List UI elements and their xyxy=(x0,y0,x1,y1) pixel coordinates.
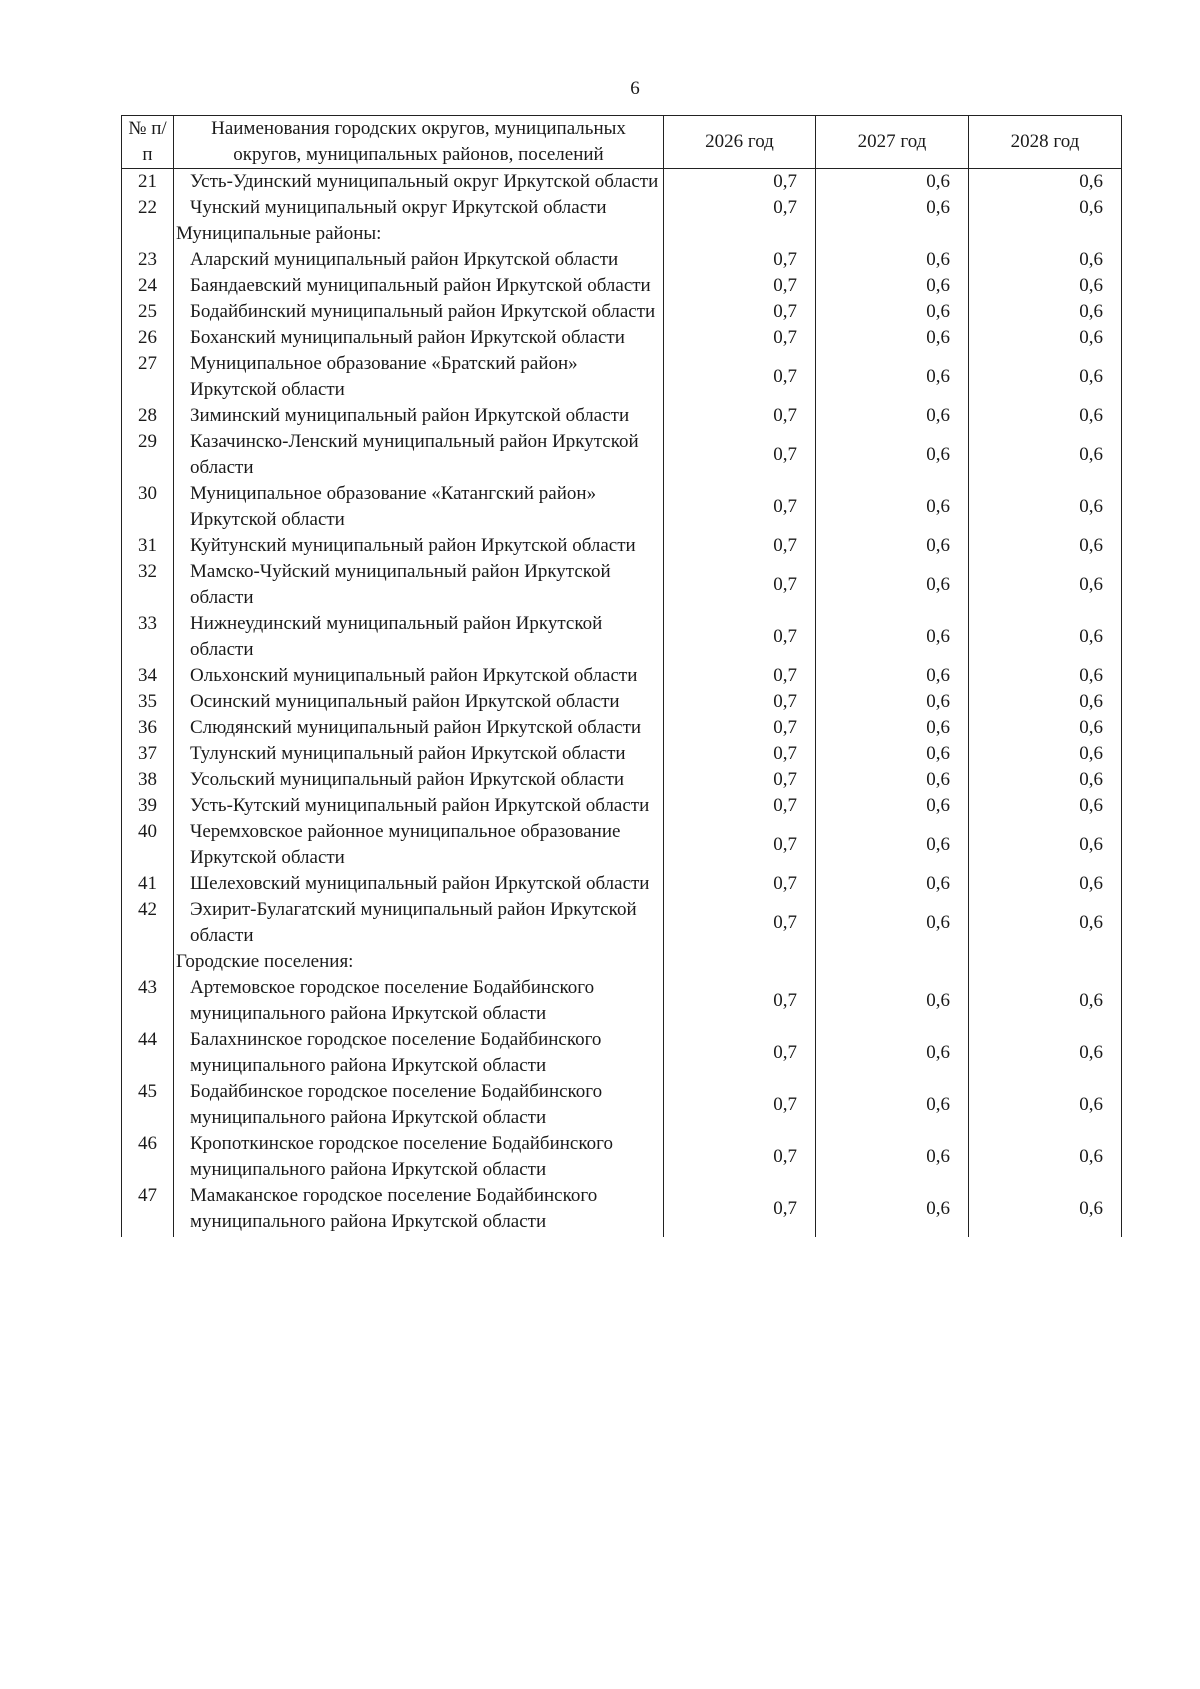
value-2028: 0,6 xyxy=(969,1183,1122,1237)
table-container xyxy=(121,115,1121,1237)
value-2028 xyxy=(969,949,1122,975)
section-row xyxy=(122,949,1122,975)
value-2026: 0,7 xyxy=(664,247,816,273)
row-number: 47 xyxy=(122,1183,174,1237)
value-2026: 0,7 xyxy=(664,819,816,871)
row-number: 37 xyxy=(122,741,174,767)
table-row xyxy=(122,403,1122,429)
table-row xyxy=(122,689,1122,715)
value-2028: 0,6 xyxy=(969,741,1122,767)
row-name: Чунский муниципальный округ Иркутской области xyxy=(174,195,664,221)
row-name: Осинский муниципальный район Иркутской области xyxy=(174,689,664,715)
value-2027: 0,6 xyxy=(816,273,969,299)
row-name: Тулунский муниципальный район Иркутской области xyxy=(174,741,664,767)
table-row xyxy=(122,299,1122,325)
value-2028: 0,6 xyxy=(969,247,1122,273)
value-2028: 0,6 xyxy=(969,715,1122,741)
value-2027: 0,6 xyxy=(816,975,969,1027)
row-name: Усть-Кутский муниципальный район Иркутской области xyxy=(174,793,664,819)
value-2027: 0,6 xyxy=(816,1079,969,1131)
table-row xyxy=(122,1027,1122,1079)
row-name: Баяндаевский муниципальный район Иркутской области xyxy=(174,273,664,299)
value-2026: 0,7 xyxy=(664,1183,816,1237)
table-row xyxy=(122,559,1122,611)
value-2028: 0,6 xyxy=(969,975,1122,1027)
value-2027: 0,6 xyxy=(816,1027,969,1079)
value-2028: 0,6 xyxy=(969,481,1122,533)
row-name: Слюдянский муниципальный район Иркутской области xyxy=(174,715,664,741)
value-2027: 0,6 xyxy=(816,793,969,819)
value-2026: 0,7 xyxy=(664,533,816,559)
row-number: 25 xyxy=(122,299,174,325)
value-2026: 0,7 xyxy=(664,897,816,949)
row-number: 34 xyxy=(122,663,174,689)
row-number: 38 xyxy=(122,767,174,793)
table-row xyxy=(122,481,1122,533)
table-row xyxy=(122,195,1122,221)
table-row xyxy=(122,663,1122,689)
row-number: 33 xyxy=(122,611,174,663)
row-name: Кропоткинское городское поселение Бодайбинского муниципального района Иркутской области xyxy=(174,1131,664,1183)
value-2028: 0,6 xyxy=(969,1027,1122,1079)
row-number: 24 xyxy=(122,273,174,299)
table-row xyxy=(122,741,1122,767)
value-2028: 0,6 xyxy=(969,403,1122,429)
table-row xyxy=(122,975,1122,1027)
value-2027: 0,6 xyxy=(816,195,969,221)
value-2027: 0,6 xyxy=(816,533,969,559)
value-2026: 0,7 xyxy=(664,299,816,325)
data-table xyxy=(121,115,1122,1237)
value-2026: 0,7 xyxy=(664,325,816,351)
header-name: Наименования городских округов, муниципальных округов, муниципальных районов, поселений xyxy=(174,116,664,169)
value-2026: 0,7 xyxy=(664,871,816,897)
value-2028: 0,6 xyxy=(969,351,1122,403)
value-2028: 0,6 xyxy=(969,611,1122,663)
table-body xyxy=(122,169,1122,1238)
table-row xyxy=(122,767,1122,793)
table-row xyxy=(122,1183,1122,1237)
value-2027: 0,6 xyxy=(816,559,969,611)
row-number: 45 xyxy=(122,1079,174,1131)
table-row xyxy=(122,715,1122,741)
value-2028: 0,6 xyxy=(969,1079,1122,1131)
value-2026: 0,7 xyxy=(664,1131,816,1183)
row-name: Аларский муниципальный район Иркутской области xyxy=(174,247,664,273)
row-name: Бодайбинский муниципальный район Иркутской области xyxy=(174,299,664,325)
table-row xyxy=(122,351,1122,403)
value-2028: 0,6 xyxy=(969,273,1122,299)
row-number: 23 xyxy=(122,247,174,273)
value-2027: 0,6 xyxy=(816,741,969,767)
table-row xyxy=(122,871,1122,897)
value-2028: 0,6 xyxy=(969,195,1122,221)
value-2027: 0,6 xyxy=(816,715,969,741)
value-2027 xyxy=(816,221,969,247)
value-2026: 0,7 xyxy=(664,195,816,221)
value-2028: 0,6 xyxy=(969,663,1122,689)
header-2027: 2027 год xyxy=(816,116,969,169)
value-2026: 0,7 xyxy=(664,767,816,793)
value-2026: 0,7 xyxy=(664,559,816,611)
value-2028: 0,6 xyxy=(969,871,1122,897)
value-2026: 0,7 xyxy=(664,403,816,429)
row-name: Черемховское районное муниципальное образование Иркутской области xyxy=(174,819,664,871)
table-row xyxy=(122,429,1122,481)
row-number: 43 xyxy=(122,975,174,1027)
header-num: № п/п xyxy=(122,116,174,169)
value-2027: 0,6 xyxy=(816,611,969,663)
table-row xyxy=(122,247,1122,273)
value-2026: 0,7 xyxy=(664,689,816,715)
table-row xyxy=(122,1131,1122,1183)
value-2028: 0,6 xyxy=(969,767,1122,793)
value-2027: 0,6 xyxy=(816,325,969,351)
row-number: 29 xyxy=(122,429,174,481)
value-2026: 0,7 xyxy=(664,663,816,689)
value-2026: 0,7 xyxy=(664,611,816,663)
table-row xyxy=(122,793,1122,819)
value-2028: 0,6 xyxy=(969,325,1122,351)
table-row xyxy=(122,169,1122,196)
row-name: Усольский муниципальный район Иркутской области xyxy=(174,767,664,793)
table-row xyxy=(122,819,1122,871)
table-row xyxy=(122,273,1122,299)
value-2028: 0,6 xyxy=(969,793,1122,819)
row-number: 31 xyxy=(122,533,174,559)
table-row xyxy=(122,533,1122,559)
row-name: Балахнинское городское поселение Бодайбинского муниципального района Иркутской области xyxy=(174,1027,664,1079)
row-name: Муниципальные районы: xyxy=(174,221,664,247)
value-2027: 0,6 xyxy=(816,871,969,897)
value-2027: 0,6 xyxy=(816,689,969,715)
value-2027: 0,6 xyxy=(816,767,969,793)
row-number xyxy=(122,221,174,247)
row-number: 39 xyxy=(122,793,174,819)
section-row xyxy=(122,221,1122,247)
row-number: 42 xyxy=(122,897,174,949)
row-number: 41 xyxy=(122,871,174,897)
table-row xyxy=(122,611,1122,663)
value-2028: 0,6 xyxy=(969,169,1122,196)
row-number: 30 xyxy=(122,481,174,533)
value-2026: 0,7 xyxy=(664,481,816,533)
row-number: 46 xyxy=(122,1131,174,1183)
row-number: 27 xyxy=(122,351,174,403)
row-number: 28 xyxy=(122,403,174,429)
row-number: 44 xyxy=(122,1027,174,1079)
table-header-row xyxy=(122,116,1122,169)
row-number: 40 xyxy=(122,819,174,871)
table-row xyxy=(122,325,1122,351)
row-name: Усть-Удинский муниципальный округ Иркутской области xyxy=(174,169,664,196)
row-name: Нижнеудинский муниципальный район Иркутской области xyxy=(174,611,664,663)
value-2026: 0,7 xyxy=(664,975,816,1027)
row-name: Муниципальное образование «Братский район» Иркутской области xyxy=(174,351,664,403)
value-2026: 0,7 xyxy=(664,741,816,767)
value-2026: 0,7 xyxy=(664,351,816,403)
row-name: Куйтунский муниципальный район Иркутской области xyxy=(174,533,664,559)
value-2027: 0,6 xyxy=(816,169,969,196)
value-2026: 0,7 xyxy=(664,1079,816,1131)
row-name: Боханский муниципальный район Иркутской области xyxy=(174,325,664,351)
value-2028: 0,6 xyxy=(969,689,1122,715)
table-row xyxy=(122,897,1122,949)
row-name: Казачинско-Ленский муниципальный район Иркутской области xyxy=(174,429,664,481)
row-number: 26 xyxy=(122,325,174,351)
value-2026: 0,7 xyxy=(664,273,816,299)
value-2028: 0,6 xyxy=(969,897,1122,949)
value-2026: 0,7 xyxy=(664,169,816,196)
value-2026: 0,7 xyxy=(664,429,816,481)
value-2027: 0,6 xyxy=(816,897,969,949)
value-2028: 0,6 xyxy=(969,819,1122,871)
row-name: Мамско-Чуйский муниципальный район Иркутской области xyxy=(174,559,664,611)
row-number: 21 xyxy=(122,169,174,196)
value-2027: 0,6 xyxy=(816,403,969,429)
row-number xyxy=(122,949,174,975)
value-2027: 0,6 xyxy=(816,299,969,325)
value-2027: 0,6 xyxy=(816,663,969,689)
value-2028: 0,6 xyxy=(969,533,1122,559)
value-2027: 0,6 xyxy=(816,1183,969,1237)
value-2028: 0,6 xyxy=(969,429,1122,481)
value-2026 xyxy=(664,949,816,975)
value-2028 xyxy=(969,221,1122,247)
row-number: 35 xyxy=(122,689,174,715)
value-2027: 0,6 xyxy=(816,1131,969,1183)
value-2027: 0,6 xyxy=(816,481,969,533)
value-2028: 0,6 xyxy=(969,299,1122,325)
row-name: Бодайбинское городское поселение Бодайбинского муниципального района Иркутской области xyxy=(174,1079,664,1131)
row-name: Зиминский муниципальный район Иркутской области xyxy=(174,403,664,429)
value-2028: 0,6 xyxy=(969,1131,1122,1183)
value-2027: 0,6 xyxy=(816,247,969,273)
row-name: Шелеховский муниципальный район Иркутской области xyxy=(174,871,664,897)
page-number: 6 xyxy=(630,78,640,99)
value-2026 xyxy=(664,221,816,247)
row-name: Муниципальное образование «Катангский район» Иркутской области xyxy=(174,481,664,533)
value-2027: 0,6 xyxy=(816,429,969,481)
row-number: 22 xyxy=(122,195,174,221)
value-2028: 0,6 xyxy=(969,559,1122,611)
value-2026: 0,7 xyxy=(664,1027,816,1079)
row-name: Эхирит-Булагатский муниципальный район Иркутской области xyxy=(174,897,664,949)
row-name: Мамаканское городское поселение Бодайбинского муниципального района Иркутской области xyxy=(174,1183,664,1237)
value-2027: 0,6 xyxy=(816,819,969,871)
row-name: Артемовское городское поселение Бодайбинского муниципального района Иркутской области xyxy=(174,975,664,1027)
value-2027: 0,6 xyxy=(816,351,969,403)
value-2027 xyxy=(816,949,969,975)
table-row xyxy=(122,1079,1122,1131)
row-name: Городские поселения: xyxy=(174,949,664,975)
row-number: 36 xyxy=(122,715,174,741)
header-2026: 2026 год xyxy=(664,116,816,169)
row-number: 32 xyxy=(122,559,174,611)
row-name: Ольхонский муниципальный район Иркутской области xyxy=(174,663,664,689)
header-2028: 2028 год xyxy=(969,116,1122,169)
value-2026: 0,7 xyxy=(664,715,816,741)
value-2026: 0,7 xyxy=(664,793,816,819)
